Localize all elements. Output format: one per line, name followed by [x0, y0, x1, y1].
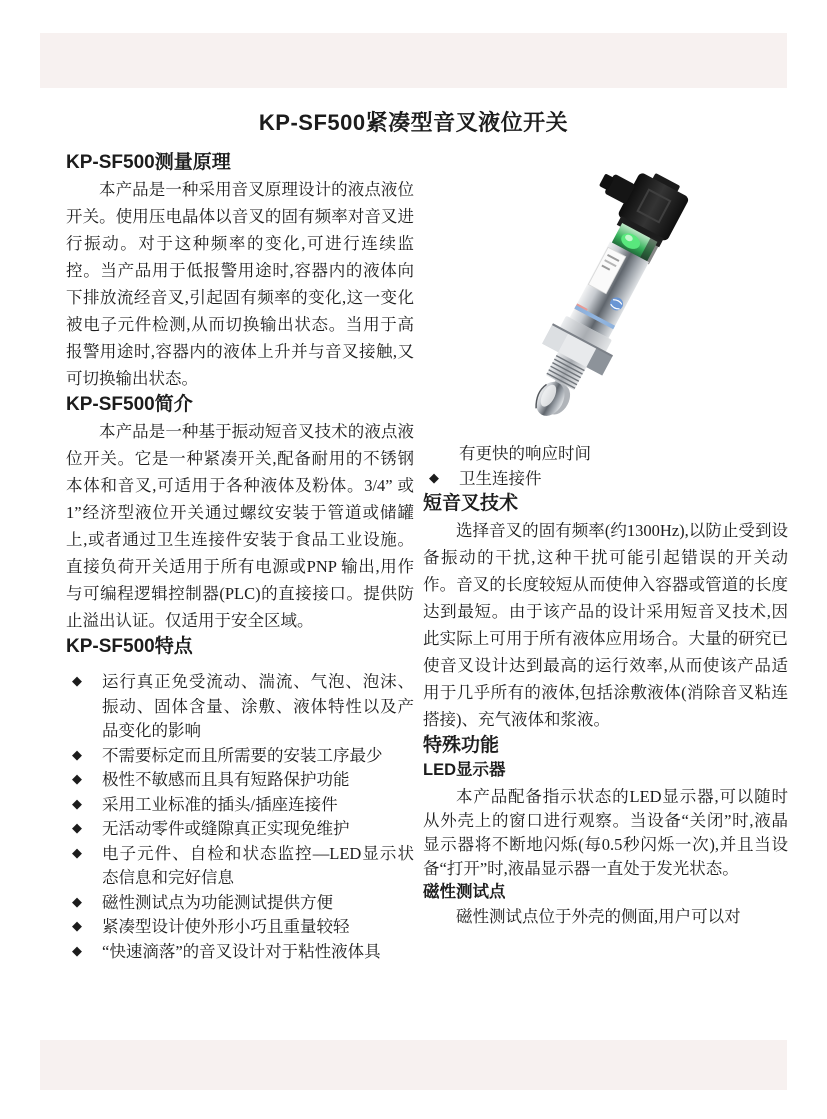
led-display-body: 本产品配备指示状态的LED显示器,可以随时从外壳上的窗口进行观察。当设备“关闭”时,液晶显示器将不断地闪烁(每0.5秒闪烁一次),并且当设备“打开”时,液晶显示器一直处于发光状态。 [423, 787, 788, 878]
feature-item [66, 744, 414, 769]
feature-item [66, 842, 414, 891]
feature-item-text: 卫生连接件 [459, 468, 542, 488]
diamond-bullet-icon: ◆ [72, 796, 82, 812]
diamond-bullet-icon: ◆ [429, 470, 439, 486]
feature-item [66, 817, 414, 842]
feature-item-text: 无活动零件或缝隙真正实现免维护 [102, 819, 350, 838]
diamond-bullet-icon: ◆ [72, 919, 82, 934]
feature-item [66, 768, 414, 793]
magnetic-test-body: 磁性测试点位于外壳的侧面,用户可以对 [456, 907, 741, 926]
header-band [40, 33, 787, 88]
section-features [66, 634, 414, 964]
diamond-bullet-icon: ◆ [72, 772, 82, 787]
feature-item-text: 极性不敏感而且具有短路保护功能 [102, 770, 350, 789]
feature-item [66, 915, 414, 940]
special-functions-heading: 特殊功能 [423, 735, 500, 756]
feature-item-text: 运行真正免受流动、湍流、气泡、泡沫、振动、固体含量、涂敷、液体特性以及产品变化的影响 [102, 672, 414, 740]
diamond-bullet-icon: ◆ [72, 845, 82, 861]
intro-body: 本产品是一种基于振动短音叉技术的液点液位开关。它是一种紧凑开关,配备耐用的不锈钢本体和音叉,可适用于各种液体及粉体。3/4” 或 1”经济型液位开关通过螺纹安装于管道或储罐上,或者通过卫生连接件安装于食品工业设施。直接负荷开关适用于所有电源或PNP 输出,用作与可编程逻辑控制器(PLC)的直接接口。提供防止溢出认证。仅适用于安全区域。 [66, 422, 414, 630]
feature-item [66, 940, 414, 965]
diamond-bullet-icon: ◆ [72, 821, 82, 836]
feature-item-text: 紧凑型设计使外形小巧且重量较轻 [102, 917, 350, 936]
measurement-principle-heading: KP-SF500测量原理 [66, 152, 231, 173]
feature-item-text: 磁性测试点为功能测试提供方便 [102, 892, 333, 912]
section-measurement-principle [66, 150, 414, 392]
diamond-bullet-icon: ◆ [72, 894, 82, 910]
intro-heading: KP-SF500简介 [66, 394, 193, 415]
section-intro [66, 392, 414, 634]
features-list [66, 670, 414, 964]
feature-item [66, 891, 414, 916]
magnetic-test-subheading: 磁性测试点 [423, 883, 506, 901]
short-fork-heading: 短音叉技术 [423, 493, 519, 514]
feature-continuation-text: 有更快的响应时间 [459, 444, 591, 463]
left-column [66, 150, 414, 964]
feature-item [66, 793, 414, 818]
led-display-subheading: LED显示器 [423, 761, 506, 779]
measurement-principle-body: 本产品是一种采用音叉原理设计的液点液位开关。使用压电晶体以音叉的固有频率对音叉进行振动。对于这种频率的变化,可进行连续监控。当产品用于低报警用途时,容器内的液体向下排放流经音叉,引起固有频率的变化,这一变化被电子元件检测,从而切换输出状态。当用于高报警用途时,容器内的液体上升并与音叉接触,又可切换输出状态。 [66, 180, 414, 388]
features-heading: KP-SF500特点 [66, 636, 193, 657]
diamond-bullet-icon: ◆ [72, 747, 82, 763]
section-special-functions [423, 733, 788, 929]
section-short-fork [423, 491, 788, 733]
feature-item-text: 电子元件、自检和状态监控—LED显示状态信息和完好信息 [102, 843, 414, 887]
diamond-bullet-icon: ◆ [72, 674, 82, 689]
product-photo [456, 160, 756, 430]
feature-item-text: 不需要标定而且所需要的安装工序最少 [102, 745, 383, 765]
feature-item-text: “快速滴落”的音叉设计对于粘性液体具 [102, 941, 381, 961]
feature-item [66, 670, 414, 744]
short-fork-body: 选择音叉的固有频率(约1300Hz),以防止受到设备振动的干扰,这种干扰可能引起错误的开关动作。音叉的长度较短从而使伸入容器或管道的长度达到最短。由于该产品的设计采用短音叉技术,因此实际上可用于所有液体应用场合。大量的研究已使音叉设计达到最高的运行效率,从而使该产品适用于几乎所有的液体,包括涂敷液体(消除音叉粘连搭接)、充气液体和浆液。 [423, 521, 788, 729]
page-title: KP-SF500紧凑型音叉液位开关 [258, 110, 569, 135]
feature-item-text: 采用工业标准的插头/插座连接件 [102, 794, 338, 814]
feature-item [423, 467, 788, 492]
right-column [423, 150, 788, 929]
diamond-bullet-icon: ◆ [72, 943, 82, 959]
footer-band [40, 1040, 787, 1090]
